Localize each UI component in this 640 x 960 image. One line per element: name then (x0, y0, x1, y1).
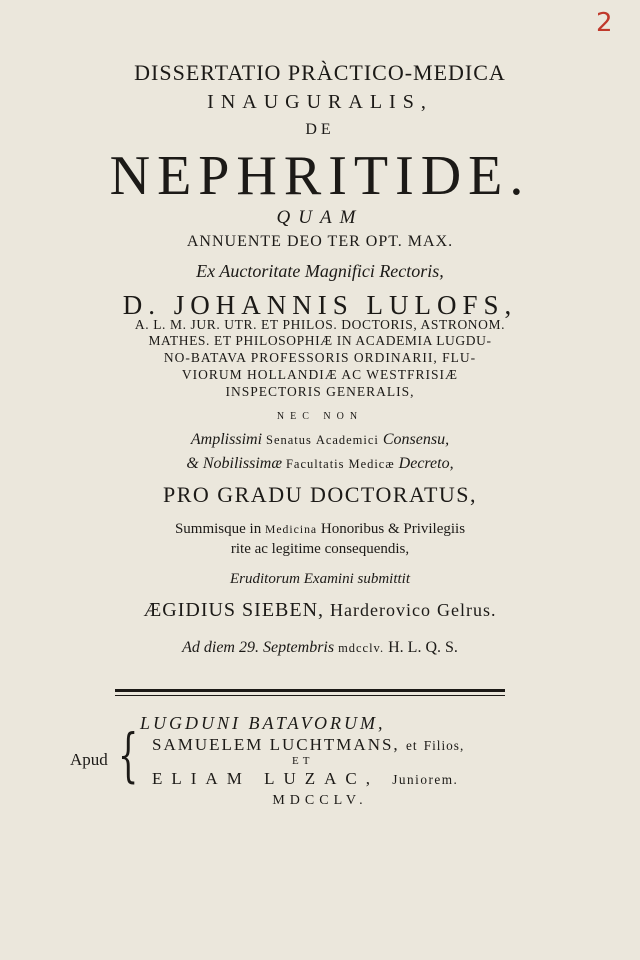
imprint-year: MDCCLV. (272, 793, 368, 808)
honoribus-text: Honoribus & Privilegiis (320, 521, 466, 537)
printer-et: et (405, 738, 418, 753)
printer-filios: Filios, (423, 738, 465, 753)
brace-symbol: { (118, 721, 139, 789)
pro-gradu-doctoratus: PRO GRADU DOCTORATUS, (162, 482, 478, 507)
rector-line-4: VIORUM HOLLANDIÆ AC WESTFRISIÆ (181, 367, 459, 382)
imprint-printer-2 (152, 770, 458, 787)
title-line-auctoritate (0, 262, 640, 280)
senatus-word: Senatus (266, 433, 312, 447)
rector-line-2: MATHES. ET PHILOSOPHIÆ IN ACADEMIA LUGDU- (148, 333, 492, 348)
imprint-city: LUGDUNI BATAVORUM, (140, 713, 386, 733)
ampersand: & (186, 455, 199, 472)
facultatis-line (0, 456, 640, 472)
author-origin-harderovico: Harderovico (330, 600, 432, 620)
date-year: mdcclv. (338, 641, 385, 655)
rector-line-5: INSPECTORIS GENERALIS, (225, 384, 415, 399)
date-hlqs: H. L. Q. S. (388, 639, 458, 656)
rector-line-1: A. L. M. JUR. UTR. ET PHILOS. DOCTORIS, ASTRONOM. (134, 317, 506, 332)
title-line-dissertatio: DISSERTATIO PRÀCTICO-MEDICA (134, 60, 506, 85)
title-line-inauguralis: INAUGURALIS, (207, 91, 433, 113)
double-rule-thick (115, 689, 505, 692)
honours-line-2: rite ac legitime consequendis, (230, 541, 410, 557)
printer-luchtmans: SAMUELEM LUCHTMANS, (152, 735, 400, 754)
printer-juniorem: Juniorem. (392, 772, 459, 787)
author-name: ÆGIDIUS SIEBEN, (143, 599, 325, 621)
imprint-apud: Apud (70, 750, 108, 769)
auctoritate-text: Auctoritate Magnifici Rectoris, (219, 261, 444, 281)
page-number: 2 (596, 8, 613, 38)
imprint-et: ET (292, 755, 314, 767)
date-line (0, 640, 640, 656)
academici-word: Academici (315, 433, 379, 447)
double-rule-thin (115, 695, 505, 696)
decreto-word: Decreto, (398, 455, 454, 472)
main-title-nephritide: NEPHRITIDE. (109, 145, 531, 207)
amplissimi-word: Amplissimi (190, 431, 263, 448)
honours-line-1 (0, 522, 640, 537)
summisque-text: Summisque in (174, 521, 262, 537)
imprint-printer-1 (152, 736, 464, 753)
facultatis-word: Facultatis (286, 457, 345, 471)
printer-luzac: ELIAM LUZAC, (152, 769, 379, 788)
medicae-word: Medicæ (348, 457, 395, 471)
rector-line-3: NO-BATAVA PROFESSORIS ORDINARII, FLU- (163, 350, 477, 365)
examini-line: Eruditorum Examini submittit (230, 571, 410, 587)
author-origin-gelrus: Gelrus. (437, 600, 497, 620)
ex-word: Ex (196, 261, 216, 281)
nobilissimae-word: Nobilissimæ (202, 455, 282, 472)
author-line (0, 600, 640, 620)
rector-name: D. JOHANNIS LULOFS, (122, 290, 518, 320)
consensu-word: Consensu, (382, 431, 450, 448)
title-line-de: DE (305, 121, 335, 138)
nec-non: NEC NON (276, 411, 364, 422)
senate-line (0, 432, 640, 448)
date-text: Ad diem 29. Septembris (182, 639, 335, 656)
title-line-annuente: ANNUENTE DEO TER OPT. MAX. (186, 233, 454, 250)
medicina-word: Medicina (264, 523, 318, 536)
title-line-quam: QUAM (276, 207, 364, 228)
